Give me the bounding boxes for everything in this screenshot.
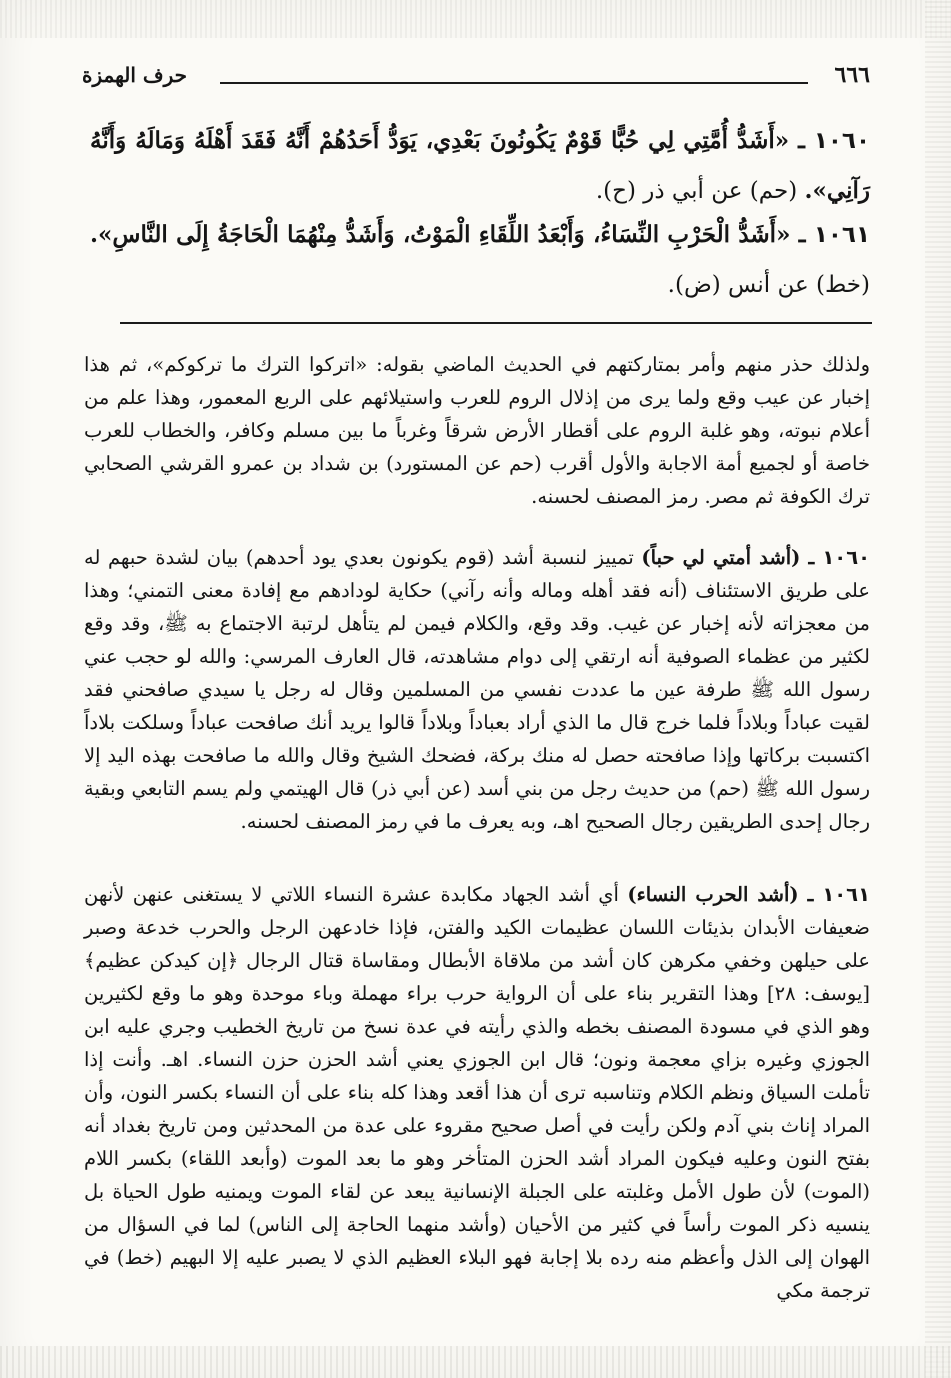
hadith-number: ١٠٦١ — [813, 222, 870, 248]
commentary-1061 — [84, 878, 870, 1307]
hadith-1060 — [90, 116, 870, 216]
hadith-number: ١٠٦٠ — [813, 128, 870, 154]
header-rule — [220, 82, 808, 84]
hadith-1061 — [90, 210, 870, 310]
entry-body: أي أشد الجهاد مكابدة عشرة النساء اللاتي لا يستغنى عنهن لأنهن ضعيفات الأبدان بذيئات اللسان عظيمات الكيد والفتن، فإذا خادعهن الرجل والحرب خدعة وصبر على حيلهن وخفي مكرهن كان أشد من ملاقاة الأبطال ومقاساة قتال الرجال ﴿إن كيدكن عظيم﴾ [يوسف: ٢٨] وهذا التقرير بناء على أن الرواية حرب براء مهملة وباء موحدة وهو ما وقع لكثيرين وهو الذي في مسودة المصنف بخطه والذي رأيته في عدة نسخ من تاريخ الخطيب وجري عليه ابن الجوزي وغيره بزاي معجمة ونون؛ قال ابن الجوزي يعني أشد الحزن حزن النساء. اهـ. وأنت إذا تأملت السياق ونظم الكلام وتناسبه ترى أن هذا أقعد وهذا كله بناء على أن النساء بكسر النون، وأن المراد إناث بني آدم ولكن رأيت في أصل صحيح مقروء على عدة من المحدثين ومن تاريخ بغداد أنه بفتح النون وعليه فيكون المراد أشد الحزن المتأخر وهو ما بعد الموت (وأبعد اللقاء) بكسر اللام (الموت) لأن طول الأمل وغلبته على الجبلة الإنسانية يبعد عن لقاء الموت ويمنيه طول الحياة بل ينسيه ذكر الموت رأساً في كثير من الأحيان (وأشد منهما الحاجة إلى الناس) لما في السؤال من الهوان إلى الذل وأعظم منه رده بلا إجابة فهو البلاء العظيم الذي لا يصبر عليه إلا البهيم (خط) في ترجمة مكي — [84, 883, 870, 1302]
hadith-text: ـ «أَشَدُّ الْحَرْبِ النِّسَاءُ، وَأَبْعَدُ اللِّقَاءِ الْمَوْتُ، وَأَشَدُّ مِنْهُمَا الْحَاجَةُ إِلَى النَّاسِ». — [90, 221, 814, 248]
entry-body: تمييز لنسبة أشد (قوم يكونون بعدي يود أحدهم) بيان لشدة حبهم له على طريق الاستئناف (أنه فقد أهله وماله وأنه رآني) حكاية لودادهم مع إفادة معنى التمني؛ وهذا من معجزاته لأنه إخبار عن غيب. وقد وقع، والكلام فيمن لم يتأهل لرتبة الاجتماع به ﷺ، وقد وقع لكثير من عظماء الصوفية أنه ارتقي إلى دوام مشاهدته، قال العارف المرسي: والله لو حجب عني رسول الله ﷺ طرفة عين ما عددت نفسي من المسلمين وقال له رجل يا سيدي صافحني فقد لقيت عباداً وبلاداً فلما خرج قال ما الذي أراد بعباداً وبلاداً قالوا يريد أنك صافحت عباداً وسلكت بلاداً اكتسبت بركاتها وإذا صافحته حصل له منك بركة، فضحك الشيخ وقال والله ما صافحت بهذه اليد إلا رسول الله ﷺ (حم) من حديث رجل من بني أسد (عن أبي ذر) قال الهيتمي ولم يسم التابعي وبقية رجال إحدى الطريقين رجال الصحيح اهـ، وبه يعرف ما في رمز المصنف لحسنه. — [84, 546, 870, 833]
hadith-source: (حم) عن أبي ذر (ح). — [595, 178, 805, 204]
hadith-text: ـ «أَشَدُّ أُمَّتِي لِي حُبًّا قَوْمٌ يَكُونُونَ بَعْدِي، يَوَدُّ أَحَدُهُمْ أَنَّهُ فَقَدَ أَهْلَهُ وَمَالَهُ وَأَنَّهُ رَآنِي». — [90, 127, 870, 204]
commentary-1060 — [84, 541, 870, 838]
running-header — [82, 60, 870, 94]
scan-noise-top — [0, 0, 951, 38]
entry-heading: ـ (أشد أمتي لي حباً) — [641, 546, 823, 569]
commentary-intro: ولذلك حذر منهم وأمر بمتاركتهم في الحديث الماضي بقوله: «اتركوا الترك ما تركوكم»، ثم هذا إخبار عن عيب وقع ولما يرى من إذلال الروم للعرب واستيلائهم على الربع المعمور، وهذا علم من أعلام نبوته، وهو غلبة الروم على أقطار الأرض شرقاً وغرباً ما بين مسلم وكافر، والخطاب للعرب خاصة أو لجميع أمة الاجابة والأول أقرب (حم عن المستورد) بن شداد بن عمرو القرشي الصحابي ترك الكوفة ثم مصر. رمز المصنف لحسنه. — [84, 353, 870, 508]
scan-noise-right — [925, 0, 951, 1378]
hadith-source: (خط) عن أنس (ض). — [667, 272, 870, 298]
entry-number: ١٠٦٠ — [822, 546, 870, 569]
footnote-divider — [120, 322, 872, 324]
page-number: ٦٦٦ — [834, 62, 870, 88]
chapter-title: حرف الهمزة — [82, 63, 188, 87]
entry-heading: ـ (أشد الحرب النساء) — [627, 883, 823, 906]
entry-number: ١٠٦١ — [822, 883, 870, 906]
scan-noise-bottom — [0, 1346, 951, 1378]
